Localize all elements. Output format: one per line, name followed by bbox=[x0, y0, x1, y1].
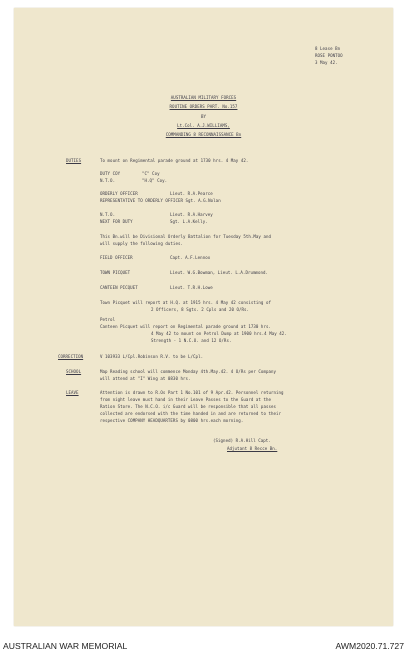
canteen-picquet-value: Lieut. T.R.H.Lowe bbox=[170, 285, 213, 290]
leave-line-2: from night leave must hand in their Leave Passes to the Guard at the bbox=[100, 397, 271, 402]
petrol-note: Petrol bbox=[100, 317, 116, 322]
duties-intro: To mount on Regimental parade ground at 1730 hrs. 4 May 42. bbox=[100, 158, 249, 163]
school-label: SCHOOL bbox=[66, 369, 82, 374]
canteen-detail-1: Canteen Picquet will report on Regimental parade ground at 1730 hrs. bbox=[100, 324, 271, 329]
canteen-detail-2: 4 May 42 to mount on Petrol Dump at 1900 hrs.4 May 42. bbox=[151, 331, 287, 336]
header-ref-date: 3 May 42. bbox=[315, 60, 338, 65]
title-org: AUSTRALIAN MILITARY FORCES bbox=[170, 95, 237, 100]
town-picquet-value: Lieut. W.G.Bowman, Lieut. L.A.Drummond. bbox=[170, 270, 269, 275]
archive-footer bbox=[0, 638, 407, 653]
duty-coy-label: DUTY COY bbox=[100, 171, 121, 176]
nto2-value: Sgt. L.A.Kelly. bbox=[170, 219, 208, 224]
correction-label: CORRECTION bbox=[58, 354, 84, 359]
signature-title: Adjutant 8 Recce Bn. bbox=[227, 446, 278, 451]
note-line-1: This Bn.will be Divisional Orderly Battalion for Tuesday 5th.May and bbox=[100, 234, 271, 239]
school-line-1: Map Reading school will commence Monday 4th.May.42. 4 O/Rs per Company bbox=[100, 369, 277, 374]
title-orders: ROUTINE ORDERS PART. No.157 bbox=[169, 104, 238, 109]
leave-line-1: Attention is drawn to R.Os Part 1 No.101 of 9 Apr.42. Personnel returning bbox=[100, 390, 284, 395]
canteen-picquet-label: CANTEEN PICQUET bbox=[100, 285, 138, 290]
footer-institution: AUSTRALIAN WAR MEMORIAL bbox=[3, 641, 128, 651]
nto-label: N.T.O. bbox=[100, 178, 116, 183]
leave-line-3: Ration Store. The N.C.O. i/c Guard will be responsible that all passes bbox=[100, 404, 277, 409]
leave-label: LEAVE bbox=[66, 390, 79, 395]
title-command: COMMANDING 8 RECONNAISSANCE Bn bbox=[165, 132, 242, 137]
title-officer: Lt.Col. A.J.WILLIAMS, bbox=[177, 123, 230, 128]
header-ref-location: ROSE PONTOO bbox=[315, 53, 343, 58]
school-line-2: will attend at "I" Wing at 0830 hrs. bbox=[100, 376, 191, 381]
next-for-duty-value: Lieut. R.A.Harvey bbox=[170, 212, 213, 217]
field-officer-value: Capt. A.F.Lennox bbox=[170, 255, 211, 260]
nto-value: "H.Q" Coy. bbox=[142, 178, 168, 183]
leave-line-4: collected are endorsed with the time handed in and are returned to their bbox=[100, 411, 282, 416]
field-officer-label: FIELD OFFICER bbox=[100, 255, 133, 260]
header-ref-unit: 8 Lease Bn bbox=[315, 46, 341, 51]
correction-text: V 103933 L/Cpl.Robinson R.V. to be L/Cpl. bbox=[100, 354, 204, 359]
title-by: BY bbox=[200, 114, 207, 119]
orderly-officer-value: Lieut. R.A.Pearce bbox=[170, 191, 213, 196]
orderly-officer-label: ORDERLY OFFICER bbox=[100, 191, 138, 196]
town-detail-2: 2 Officers, 8 Sgts. 2 Cpls and 20 O/Rs. bbox=[151, 307, 250, 312]
note-line-2: will supply the following duties. bbox=[100, 241, 183, 246]
town-detail-1: Town Picquet will report at H.Q. at 1915 hrs. 4 May 42 consisting of bbox=[100, 300, 271, 305]
leave-line-5: respective COMPANY HEADQUARTERS by 0800 hrs.each morning. bbox=[100, 418, 244, 423]
nto2-label: N.T.O. bbox=[100, 212, 116, 217]
duties-label: DUTIES bbox=[66, 158, 82, 163]
representative-line: REPRESENTATIVE TO ORDERLY OFFICER Sgt. A.G.Nolan bbox=[100, 198, 221, 203]
next-for-duty-label: NEXT FOR DUTY bbox=[100, 219, 133, 224]
duty-coy-value: "C" Coy bbox=[142, 171, 160, 176]
signature-signed: (Signed) R.A.Hill Capt. bbox=[213, 438, 271, 443]
town-picquet-label: TOWN PICQUET bbox=[100, 270, 131, 275]
canteen-detail-3: Strength - 1 N.C.O. and 12 O/Rs. bbox=[151, 338, 232, 343]
footer-accession-number: AWM2020.71.727 bbox=[335, 641, 404, 651]
document-page bbox=[14, 8, 393, 626]
